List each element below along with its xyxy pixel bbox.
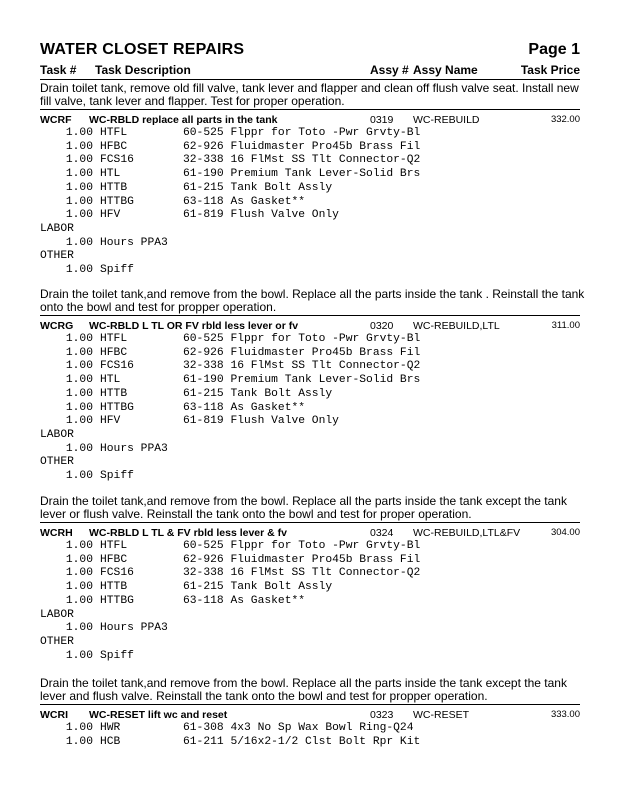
line-item (40, 470, 580, 484)
line-part: 61-819 Flush Valve Only (183, 415, 339, 428)
line-item (40, 722, 580, 736)
line-item (40, 595, 580, 609)
line-qty: 1.00 (65, 374, 93, 387)
task-description-line: onto the bowl and test for propper operation. (40, 300, 277, 314)
assy-number: 0319 (370, 114, 394, 126)
line-qty: 1.00 (65, 236, 93, 249)
task-name: WC-RESET lift wc and reset (89, 709, 228, 721)
line-code: HCB (100, 735, 121, 748)
task-header (40, 527, 580, 540)
line-part: 62-926 Fluidmaster Pro45b Brass Fil (183, 346, 421, 359)
line-code: HFBC (100, 553, 128, 566)
task-block (40, 676, 580, 748)
line-part: 32-338 16 FlMst SS Tlt Connector-Q2 (183, 567, 421, 580)
line-item (40, 388, 580, 402)
line-qty: 1.00 (65, 470, 93, 482)
assy-number: 0324 (370, 527, 394, 539)
line-part: 62-926 Fluidmaster Pro45b Brass Fil (183, 140, 421, 153)
task-description-line: Drain the toilet tank,and remove from the bowl. Replace all the parts inside the tank . Reinstall the tank (40, 287, 585, 301)
task-name: WC-RBLD L TL & FV rbld less lever & fv (89, 527, 287, 539)
task-price: 333.00 (550, 709, 580, 720)
col-task-description: Task Description (95, 63, 191, 77)
task-header (40, 114, 580, 127)
line-qty: 1.00 (65, 195, 93, 208)
line-code: HWR (100, 722, 121, 734)
line-item (40, 554, 580, 568)
line-qty: 1.00 (65, 649, 93, 662)
line-part: 61-190 Premium Tank Lever-Solid Brs (183, 374, 421, 387)
col-assy-no: Assy # (370, 63, 409, 77)
task-name: WC-RBLD L TL OR FV rbld less lever or fv (89, 320, 299, 332)
line-code: HTFL (100, 127, 128, 139)
line-code: Hours PPA3 (100, 622, 168, 635)
line-code: HTTBG (100, 401, 134, 414)
task-code: WCRI (40, 709, 68, 721)
col-task-price: Task Price (520, 63, 580, 77)
task-description-line: Drain the toilet tank,and remove from the bowl. Replace all the parts inside the tank except the tank (40, 494, 567, 508)
line-code: HTTB (100, 387, 128, 400)
line-qty: 1.00 (65, 140, 93, 153)
assy-name: WC-REBUILD (413, 114, 480, 126)
line-part: 61-215 Tank Bolt Assly (183, 387, 333, 400)
line-qty: 1.00 (65, 722, 93, 734)
other-label: OTHER (40, 635, 74, 648)
line-part: 63-118 As Gasket** (183, 401, 306, 414)
line-part: 32-338 16 FlMst SS Tlt Connector-Q2 (183, 154, 421, 167)
task-price: 311.00 (551, 320, 580, 331)
line-code: Hours PPA3 (100, 442, 168, 455)
line-part: 32-338 16 FlMst SS Tlt Connector-Q2 (183, 360, 421, 373)
task-name: WC-RBLD replace all parts in the tank (89, 114, 278, 126)
line-part: 62-926 Fluidmaster Pro45b Brass Fil (183, 553, 421, 566)
task-description-line: lever or flush valve. Reinstall the tank onto the bowl and test for proper operation. (40, 507, 472, 521)
line-code: FCS16 (100, 567, 134, 580)
assy-number: 0320 (370, 320, 394, 332)
line-qty: 1.00 (65, 567, 93, 580)
line-item (40, 567, 580, 581)
column-headers (40, 63, 580, 80)
line-item (40, 736, 580, 750)
task-code: WCRG (40, 320, 74, 332)
page-number: Page 1 (528, 41, 580, 58)
report-title: WATER CLOSET REPAIRS (40, 41, 245, 58)
line-code: HFV (100, 209, 121, 222)
task-description-line: Drain the toilet tank,and remove from the bowl. Replace all the parts inside the tank except the tank (40, 676, 567, 690)
line-item (40, 209, 580, 223)
line-qty: 1.00 (65, 553, 93, 566)
line-qty: 1.00 (65, 154, 93, 167)
line-item (40, 168, 580, 182)
line-qty: 1.00 (65, 735, 93, 748)
line-code: HTFL (100, 333, 128, 345)
line-item (40, 141, 580, 155)
line-item (40, 540, 580, 554)
line-item (40, 347, 580, 361)
line-code: HTTB (100, 181, 128, 194)
line-code: Spiff (100, 470, 134, 482)
line-part: 60-525 Flppr for Toto -Pwr Grvty-Bl (183, 333, 421, 345)
line-qty: 1.00 (65, 387, 93, 400)
line-code: Spiff (100, 649, 134, 662)
line-part: 61-215 Tank Bolt Assly (183, 581, 333, 594)
line-part: 63-118 As Gasket** (183, 195, 306, 208)
line-code: Hours PPA3 (100, 236, 168, 249)
line-code: Spiff (100, 264, 134, 276)
line-item (40, 264, 580, 278)
task-block (40, 287, 585, 482)
task-divider (40, 704, 580, 705)
other-label: OTHER (40, 250, 74, 263)
labor-label: LABOR (40, 428, 74, 441)
task-block (40, 81, 580, 276)
line-item (40, 581, 580, 595)
task-header (40, 320, 580, 333)
task-description-line: Drain toilet tank, remove old fill valve, tank lever and flapper and clean off flush valve seat. Install new (40, 81, 579, 95)
line-code: HTTB (100, 581, 128, 594)
labor-label: LABOR (40, 608, 74, 621)
line-code: FCS16 (100, 154, 134, 167)
line-qty: 1.00 (65, 209, 93, 222)
line-qty: 1.00 (65, 168, 93, 181)
line-qty: 1.00 (65, 264, 93, 276)
line-item (40, 622, 580, 636)
labor-label: LABOR (40, 222, 74, 235)
line-code: HFBC (100, 140, 128, 153)
line-item (40, 374, 580, 388)
line-item (40, 360, 580, 374)
line-part: 61-819 Flush Valve Only (183, 209, 339, 222)
line-code: HTL (100, 374, 121, 387)
line-part: 61-211 5/16x2-1/2 Clst Bolt Rpr Kit (183, 735, 421, 748)
line-qty: 1.00 (65, 360, 93, 373)
assy-number: 0323 (370, 709, 394, 721)
line-qty: 1.00 (65, 333, 93, 345)
task-code: WCRF (40, 114, 72, 126)
other-label: OTHER (40, 456, 74, 469)
task-description (40, 495, 605, 521)
line-part: 60-525 Flppr for Toto -Pwr Grvty-Bl (183, 540, 421, 552)
line-code: HTTBG (100, 594, 134, 607)
line-part: 60-525 Flppr for Toto -Pwr Grvty-Bl (183, 127, 421, 139)
line-item (40, 182, 580, 196)
line-qty: 1.00 (65, 401, 93, 414)
task-description-line: lever and flush valve. Reinstall the tank onto the bowl and test for propper operation. (40, 689, 488, 703)
task-divider (40, 109, 580, 110)
line-part: 61-190 Premium Tank Lever-Solid Brs (183, 168, 421, 181)
line-part: 63-118 As Gasket** (183, 594, 306, 607)
line-qty: 1.00 (65, 594, 93, 607)
line-qty: 1.00 (65, 415, 93, 428)
line-code: FCS16 (100, 360, 134, 373)
line-item (40, 196, 580, 210)
line-qty: 1.00 (65, 346, 93, 359)
task-description (40, 288, 605, 314)
line-qty: 1.00 (65, 622, 93, 635)
line-code: HTFL (100, 540, 128, 552)
line-item (40, 415, 580, 429)
line-item (40, 650, 580, 664)
line-code: HTTBG (100, 195, 134, 208)
line-item (40, 443, 580, 457)
line-part: 61-308 4x3 No Sp Wax Bowl Ring-Q24 (183, 722, 414, 734)
task-price: 304.00 (550, 527, 580, 538)
line-item (40, 127, 580, 141)
task-divider (40, 315, 580, 316)
line-qty: 1.00 (65, 127, 93, 139)
report-header (40, 41, 580, 61)
line-qty: 1.00 (65, 181, 93, 194)
assy-name: WC-RESET (413, 709, 469, 721)
line-item (40, 402, 580, 416)
task-divider (40, 522, 580, 523)
task-description-line: fill valve, tank lever and flapper. Test for proper operation. (40, 94, 345, 108)
col-assy-name: Assy Name (413, 63, 478, 77)
line-qty: 1.00 (65, 581, 93, 594)
line-item (40, 154, 580, 168)
line-code: HFV (100, 415, 121, 428)
task-description (40, 677, 605, 703)
task-header (40, 709, 580, 722)
line-item (40, 237, 580, 251)
task-description (40, 82, 605, 108)
line-qty: 1.00 (65, 540, 93, 552)
line-part: 61-215 Tank Bolt Assly (183, 181, 333, 194)
task-price: 332.00 (550, 114, 580, 125)
task-code: WCRH (40, 527, 73, 539)
line-qty: 1.00 (65, 442, 93, 455)
line-code: HFBC (100, 346, 128, 359)
assy-name: WC-REBUILD,LTL (413, 320, 500, 332)
assy-name: WC-REBUILD,LTL&FV (413, 527, 521, 539)
col-task-no: Task # (40, 63, 77, 77)
line-item (40, 333, 580, 347)
task-block (40, 494, 580, 662)
line-code: HTL (100, 168, 121, 181)
